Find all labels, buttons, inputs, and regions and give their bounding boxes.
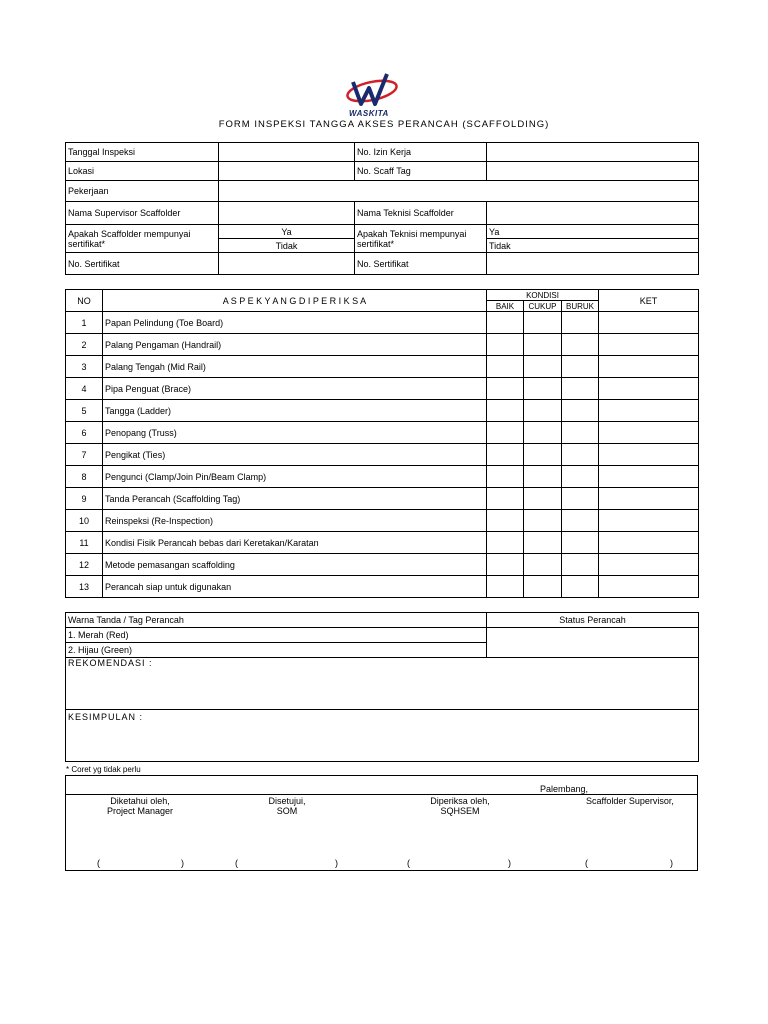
row-buruk-cell[interactable] [562, 532, 599, 554]
row-aspek: Pengunci (Clamp/Join Pin/Beam Clamp) [103, 466, 487, 488]
row-ket-cell[interactable] [599, 422, 699, 444]
checklist-row [66, 400, 699, 422]
row-aspek: Reinspeksi (Re-Inspection) [103, 510, 487, 532]
checklist-table [65, 289, 699, 598]
sig-som-open: ( [235, 858, 238, 868]
row-aspek: Palang Tengah (Mid Rail) [103, 356, 487, 378]
row-no: 1 [66, 312, 103, 334]
logo-text: WASKITA [349, 109, 389, 118]
row-cukup-cell[interactable] [524, 444, 562, 466]
input-nama-supervisor[interactable] [219, 202, 355, 225]
row-buruk-cell[interactable] [562, 356, 599, 378]
row-baik-cell[interactable] [487, 444, 524, 466]
row-baik-cell[interactable] [487, 510, 524, 532]
row-cukup-cell[interactable] [524, 334, 562, 356]
row-ket-cell[interactable] [599, 532, 699, 554]
row-cukup-cell[interactable] [524, 312, 562, 334]
row-aspek: Pengikat (Ties) [103, 444, 487, 466]
page-title: FORM INSPEKSI TANGGA AKSES PERANCAH (SCAFFOLDING) [218, 119, 550, 130]
row-aspek: Papan Pelindung (Toe Board) [103, 312, 487, 334]
label-nama-supervisor: Nama Supervisor Scaffolder [66, 202, 219, 225]
option-merah[interactable]: 1. Merah (Red) [66, 628, 487, 643]
sig-block-som [217, 796, 357, 816]
row-ket-cell[interactable] [599, 466, 699, 488]
checklist-row [66, 422, 699, 444]
input-status-perancah[interactable] [487, 628, 699, 658]
checklist-row [66, 312, 699, 334]
label-nama-teknisi: Nama Teknisi Scaffolder [355, 202, 487, 225]
col-no: NO [66, 290, 103, 312]
row-no: 3 [66, 356, 103, 378]
checklist-row [66, 488, 699, 510]
row-buruk-cell[interactable] [562, 576, 599, 598]
label-status-perancah: Status Perancah [487, 613, 699, 628]
sig-pm-close: ) [181, 858, 184, 868]
row-baik-cell[interactable] [487, 356, 524, 378]
row-no: 8 [66, 466, 103, 488]
row-no: 13 [66, 576, 103, 598]
sig-block-sqhsem [390, 796, 530, 816]
input-no-scaff-tag[interactable] [487, 162, 699, 181]
sig-sqhsem-title: SQHSEM [440, 806, 480, 816]
row-ket-cell[interactable] [599, 576, 699, 598]
label-pekerjaan: Pekerjaan [66, 181, 219, 202]
signature-city: Palembang, [540, 784, 589, 794]
row-aspek: Palang Pengaman (Handrail) [103, 334, 487, 356]
row-baik-cell[interactable] [487, 532, 524, 554]
checklist-row [66, 444, 699, 466]
row-aspek: Perancah siap untuk digunakan [103, 576, 487, 598]
label-no-izin-kerja: No. Izin Kerja [355, 143, 487, 162]
label-kesimpulan: KESIMPULAN : [68, 712, 144, 722]
row-no: 9 [66, 488, 103, 510]
option-ya-teknisi[interactable]: Ya [487, 225, 699, 239]
input-no-izin-kerja[interactable] [487, 143, 699, 162]
col-ket: KET [599, 290, 699, 312]
row-buruk-cell[interactable] [562, 554, 599, 576]
row-ket-cell[interactable] [599, 510, 699, 532]
label-lokasi: Lokasi [66, 162, 219, 181]
label-apakah-scaffolder: Apakah Scaffolder mempunyai sertifikat* [66, 225, 219, 253]
sig-supervisor-open: ( [585, 858, 588, 868]
sig-pm-open: ( [97, 858, 100, 868]
row-aspek: Metode pemasangan scaffolding [103, 554, 487, 576]
row-no: 2 [66, 334, 103, 356]
label-warna-tag: Warna Tanda / Tag Perancah [66, 613, 487, 628]
sig-sqhsem-open: ( [407, 858, 410, 868]
checklist-row [66, 576, 699, 598]
input-no-sertifikat-1[interactable] [219, 253, 355, 275]
row-cukup-cell[interactable] [524, 554, 562, 576]
sig-som-close: ) [335, 858, 338, 868]
company-logo [343, 70, 403, 120]
row-cukup-cell[interactable] [524, 378, 562, 400]
row-no: 6 [66, 422, 103, 444]
waskita-logo-mark [343, 70, 403, 110]
row-cukup-cell[interactable] [524, 510, 562, 532]
row-ket-cell[interactable] [599, 554, 699, 576]
row-buruk-cell[interactable] [562, 444, 599, 466]
row-cukup-cell[interactable] [524, 576, 562, 598]
input-pekerjaan[interactable] [219, 181, 699, 202]
row-aspek: Kondisi Fisik Perancah bebas dari Keretakan/Karatan [103, 532, 487, 554]
row-baik-cell[interactable] [487, 576, 524, 598]
checklist-row [66, 532, 699, 554]
label-rekomendasi: REKOMENDASI : [68, 658, 153, 668]
row-baik-cell[interactable] [487, 378, 524, 400]
row-cukup-cell[interactable] [524, 400, 562, 422]
row-no: 12 [66, 554, 103, 576]
col-kondisi: KONDISI [487, 290, 599, 301]
checklist-row [66, 466, 699, 488]
sig-sqhsem-role: Diperiksa oleh, [430, 796, 490, 806]
row-buruk-cell[interactable] [562, 488, 599, 510]
footnote: * Coret yg tidak perlu [66, 765, 141, 774]
sig-som-title: SOM [276, 806, 298, 816]
row-buruk-cell[interactable] [562, 466, 599, 488]
row-cukup-cell[interactable] [524, 532, 562, 554]
col-cukup: CUKUP [524, 301, 562, 312]
row-cukup-cell[interactable] [524, 422, 562, 444]
input-no-sertifikat-2[interactable] [487, 253, 699, 275]
label-no-sertifikat-2: No. Sertifikat [355, 253, 487, 275]
input-tanggal-inspeksi[interactable] [219, 143, 355, 162]
row-ket-cell[interactable] [599, 488, 699, 510]
row-aspek: Pipa Penguat (Brace) [103, 378, 487, 400]
label-tanggal-inspeksi: Tanggal Inspeksi [66, 143, 219, 162]
row-baik-cell[interactable] [487, 488, 524, 510]
row-no: 5 [66, 400, 103, 422]
checklist-row [66, 334, 699, 356]
checklist-row [66, 510, 699, 532]
row-cukup-cell[interactable] [524, 488, 562, 510]
label-apakah-teknisi: Apakah Teknisi mempunyai sertifikat* [355, 225, 487, 253]
row-buruk-cell[interactable] [562, 510, 599, 532]
checklist-row [66, 356, 699, 378]
option-ya-scaffolder[interactable]: Ya [219, 225, 355, 239]
label-no-sertifikat-1: No. Sertifikat [66, 253, 219, 275]
row-no: 10 [66, 510, 103, 532]
label-no-scaff-tag: No. Scaff Tag [355, 162, 487, 181]
signature-box [65, 775, 698, 871]
row-cukup-cell[interactable] [524, 356, 562, 378]
col-buruk: BURUK [562, 301, 599, 312]
row-baik-cell[interactable] [487, 334, 524, 356]
sig-pm-role: Diketahui oleh, [110, 796, 170, 806]
kesimpulan-box[interactable] [66, 710, 699, 762]
sig-block-pm [70, 796, 210, 816]
row-aspek: Tangga (Ladder) [103, 400, 487, 422]
sig-pm-title: Project Manager [106, 806, 174, 816]
row-baik-cell[interactable] [487, 400, 524, 422]
rekomendasi-box[interactable] [66, 658, 699, 710]
col-aspek: A S P E K Y A N G D I P E R I K S A [103, 290, 487, 312]
row-aspek: Tanda Perancah (Scaffolding Tag) [103, 488, 487, 510]
row-no: 11 [66, 532, 103, 554]
col-baik: BAIK [487, 301, 524, 312]
checklist-row [66, 554, 699, 576]
row-ket-cell[interactable] [599, 334, 699, 356]
option-tidak-teknisi[interactable]: Tidak [487, 239, 699, 253]
row-ket-cell[interactable] [599, 400, 699, 422]
row-buruk-cell[interactable] [562, 334, 599, 356]
sig-sqhsem-close: ) [508, 858, 511, 868]
input-nama-teknisi[interactable] [487, 202, 699, 225]
row-buruk-cell[interactable] [562, 400, 599, 422]
row-buruk-cell[interactable] [562, 312, 599, 334]
option-tidak-scaffolder[interactable]: Tidak [219, 239, 355, 253]
row-cukup-cell[interactable] [524, 466, 562, 488]
row-aspek: Penopang (Truss) [103, 422, 487, 444]
sig-block-supervisor [560, 796, 700, 806]
checklist-row [66, 378, 699, 400]
header-table [65, 142, 699, 275]
sig-som-role: Disetujui, [268, 796, 306, 806]
row-ket-cell[interactable] [599, 356, 699, 378]
divider-line [66, 794, 697, 795]
row-baik-cell[interactable] [487, 554, 524, 576]
row-baik-cell[interactable] [487, 312, 524, 334]
row-ket-cell[interactable] [599, 444, 699, 466]
row-no: 7 [66, 444, 103, 466]
tag-table [65, 612, 699, 762]
option-hijau[interactable]: 2. Hijau (Green) [66, 643, 487, 658]
row-baik-cell[interactable] [487, 422, 524, 444]
sig-supervisor-role: Scaffolder Supervisor, [586, 796, 674, 806]
row-ket-cell[interactable] [599, 312, 699, 334]
row-baik-cell[interactable] [487, 466, 524, 488]
sig-supervisor-close: ) [670, 858, 673, 868]
input-lokasi[interactable] [219, 162, 355, 181]
row-buruk-cell[interactable] [562, 422, 599, 444]
row-ket-cell[interactable] [599, 378, 699, 400]
row-buruk-cell[interactable] [562, 378, 599, 400]
row-no: 4 [66, 378, 103, 400]
